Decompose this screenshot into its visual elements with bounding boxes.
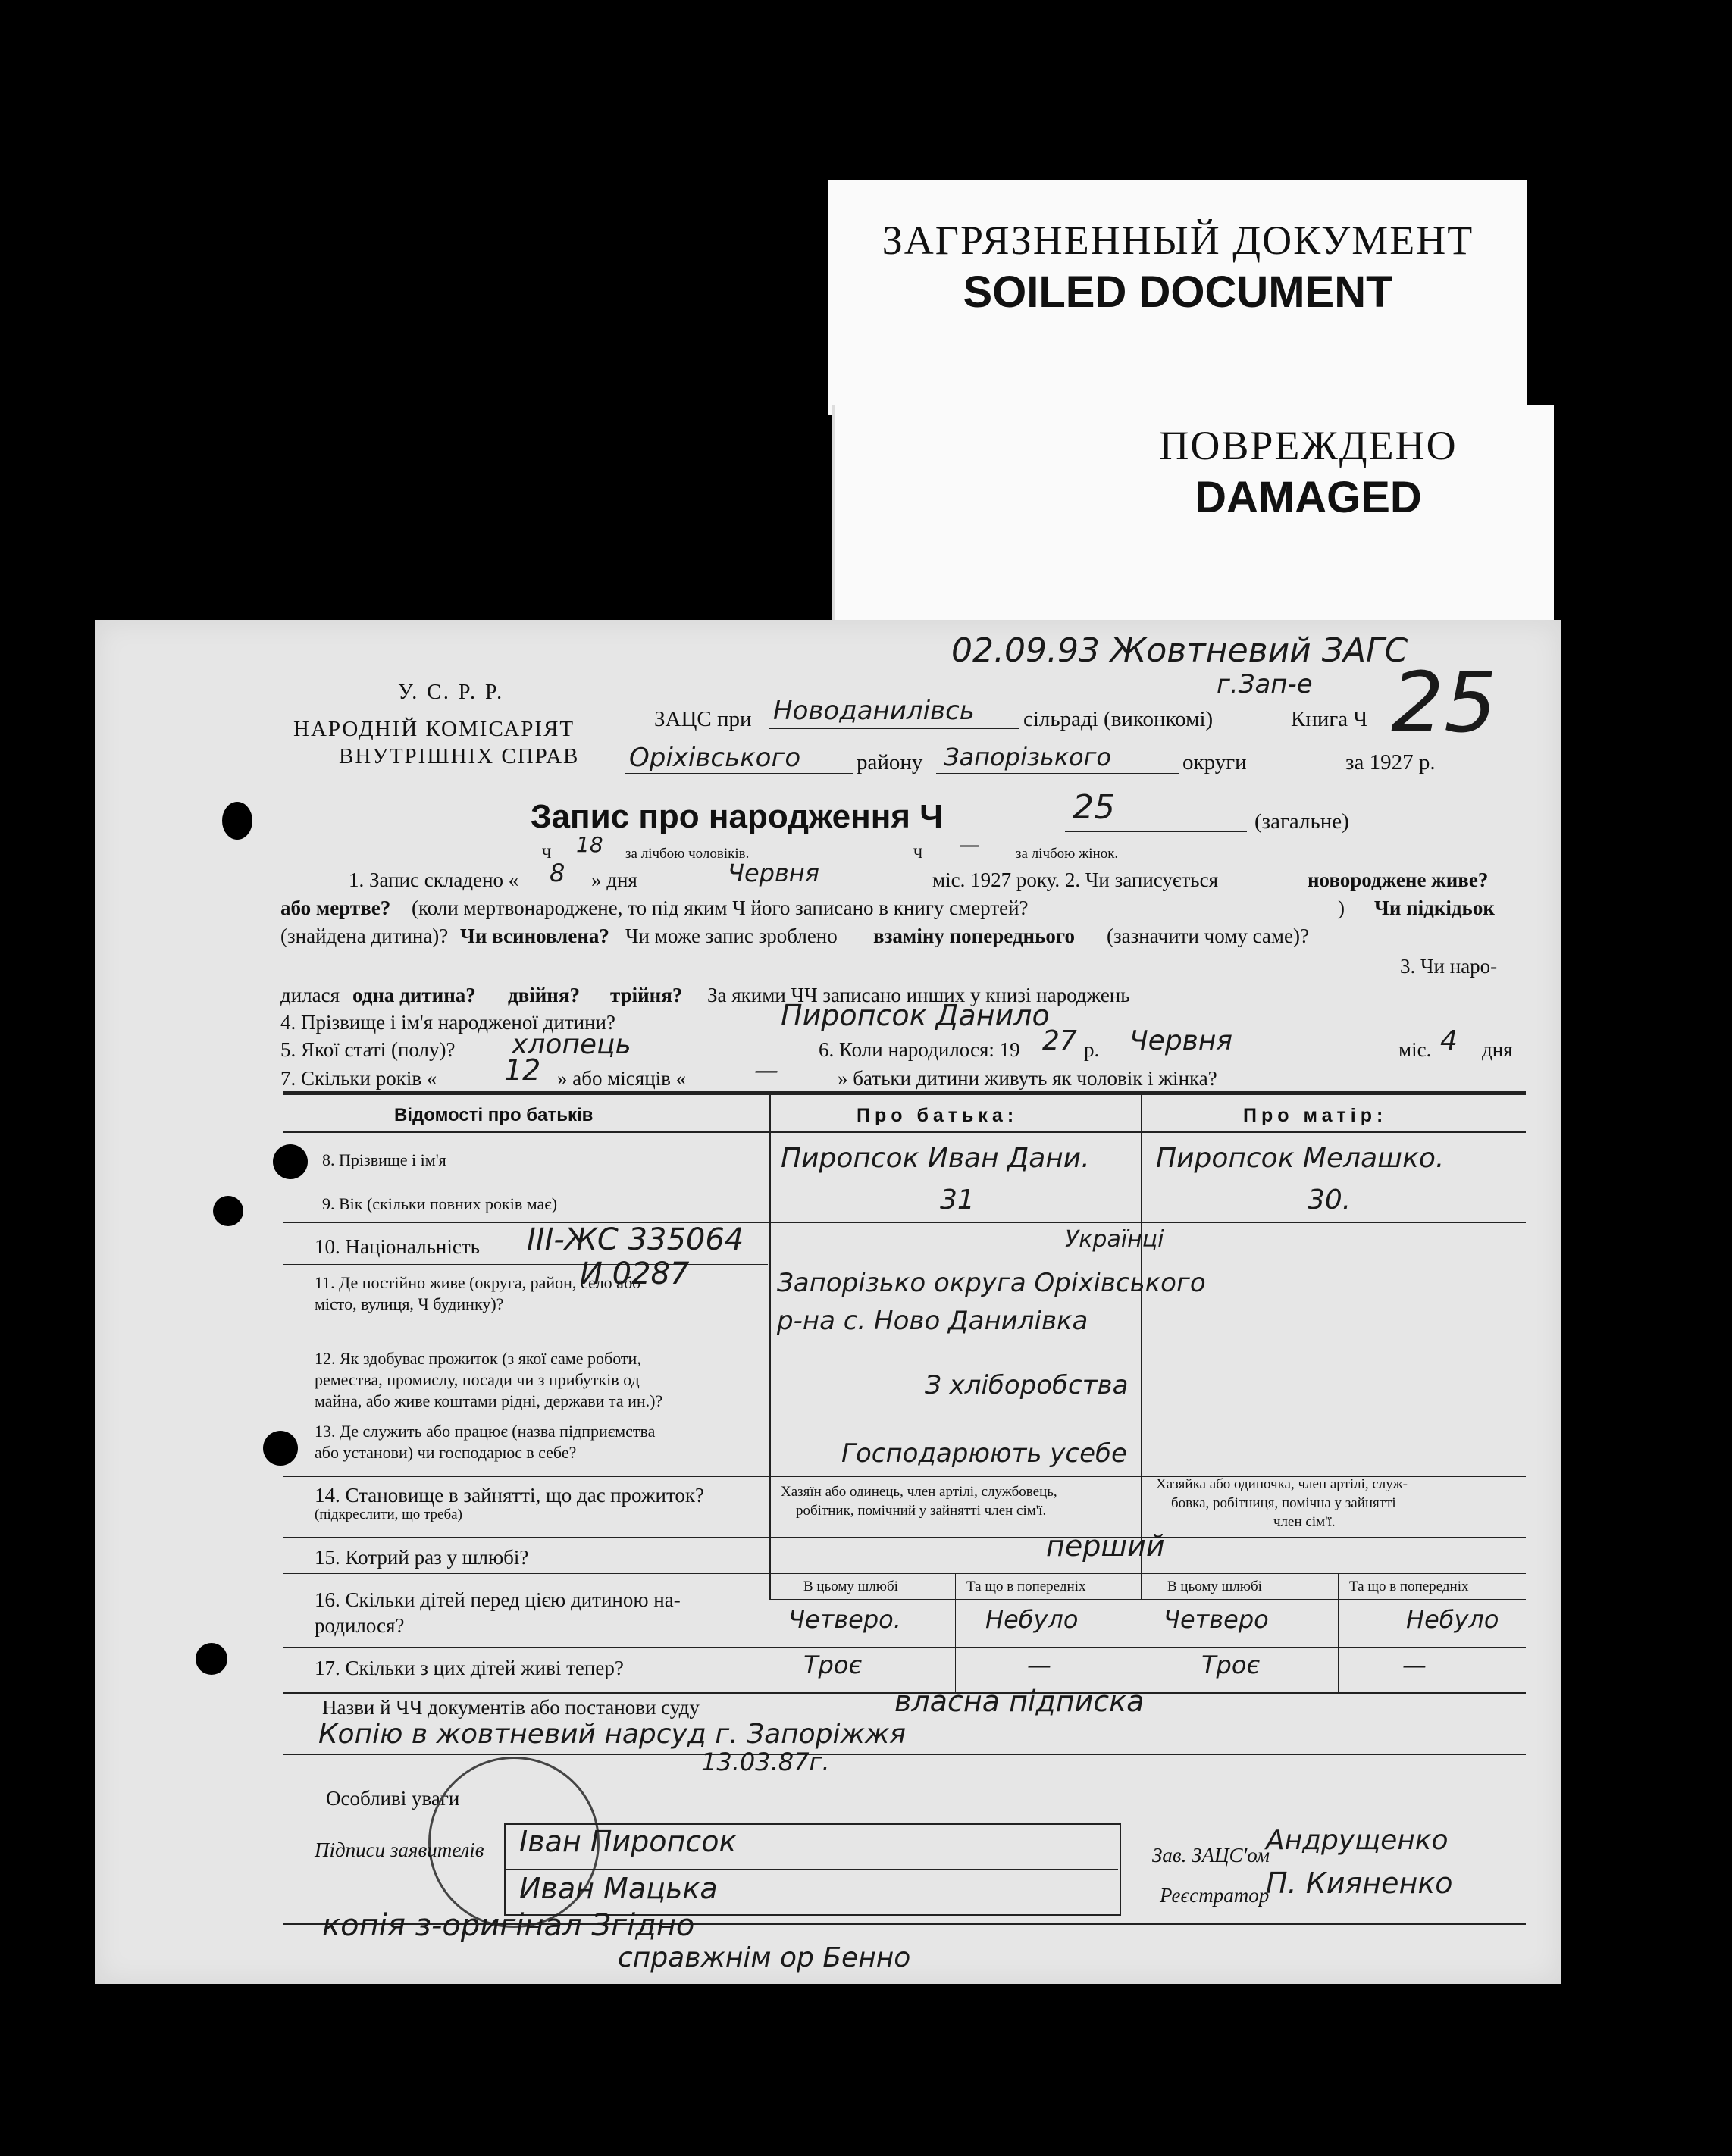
mother-age-handwritten: 30. xyxy=(1308,1184,1351,1216)
sub-this-marriage-father: В цьому шлюбі xyxy=(803,1579,898,1594)
documents-label: Назви й ЧЧ документів або постанови суду xyxy=(322,1696,700,1719)
commissariat-line-2: ВНУТРІШНІХ СПРАВ xyxy=(339,744,580,768)
sub-divider xyxy=(1338,1573,1339,1694)
children-born-father-this: Четверо. xyxy=(788,1605,901,1634)
item-2-alive: новороджене живе? xyxy=(1308,868,1489,891)
item-3-other-numbers: За якими ЧЧ записано инших у книзі народжень xyxy=(707,984,1130,1006)
male-count-handwritten: 18 xyxy=(576,832,603,857)
soiled-label-en: SOILED DOCUMENT xyxy=(963,268,1393,317)
table-top-rule xyxy=(283,1091,1526,1095)
item-1-day-hand: 8 xyxy=(550,859,565,887)
copy-note-handwritten: Копію в жовтневий нарсуд г. Запоріжжя xyxy=(318,1719,907,1750)
year-label: за 1927 р. xyxy=(1345,750,1436,774)
row-15-label: 15. Котрий раз у шлюбі? xyxy=(315,1546,529,1569)
punch-hole xyxy=(196,1643,227,1675)
children-born-father-prev: Небуло xyxy=(985,1605,1079,1634)
female-count-label: за лічбою жінок. xyxy=(1016,846,1119,862)
item-2-text: (коли мертвонароджене, то під яким Ч його записано в книгу смертей? xyxy=(412,897,1029,919)
row-14-label-b: (підкреслити, що треба) xyxy=(315,1507,462,1522)
item-3-end: 3. Чи наро- xyxy=(1400,955,1498,978)
row-rule xyxy=(283,1264,768,1265)
damaged-label-ru: ПОВРЕЖДЕНО xyxy=(1159,423,1458,468)
father-occupation-options-1: Хазяїн або одинець, член артілі, службовець, xyxy=(781,1484,1057,1500)
record-number-handwritten: 25 xyxy=(1073,788,1115,827)
birth-record-document xyxy=(95,620,1561,1984)
item-3-text: (знайдена дитина)? xyxy=(280,925,449,947)
village-handwritten: Новоданилівсь xyxy=(773,696,975,726)
workplace-handwritten: Господарюють усебе xyxy=(841,1438,1127,1469)
district-underline xyxy=(625,773,853,774)
table-divider-1 xyxy=(769,1091,771,1599)
okrug-underline xyxy=(936,773,1179,774)
row-14-label-a: 14. Становище в зайнятті, що дає прожиток? xyxy=(315,1484,705,1507)
item-3-text3: (зазначити чому саме)? xyxy=(1107,925,1309,947)
head-label: Зав. ЗАЦС'ом xyxy=(1152,1844,1270,1867)
commissariat-line-1: НАРОДНІЙ КОМІСАРІЯТ xyxy=(293,717,575,741)
row-rule xyxy=(283,1647,1526,1648)
item-7-rest: » батьки дитини живуть як чоловік і жінка? xyxy=(838,1067,1217,1090)
table-divider-2 xyxy=(1141,1091,1142,1599)
nationality-handwritten: Українці xyxy=(1065,1226,1164,1253)
mother-occupation-options-2: бовка, робітниця, помічна у зайнятті xyxy=(1171,1495,1396,1511)
children-alive-father-prev: — xyxy=(1027,1651,1051,1679)
female-count-handwritten: — xyxy=(959,832,980,857)
signer-witness-handwritten: Иван Мацька xyxy=(519,1872,718,1905)
item-3-single: одна дитина? xyxy=(352,984,476,1006)
item-6-dnya: дня xyxy=(1482,1038,1513,1061)
years-together-handwritten: 12 xyxy=(504,1053,541,1087)
archive-stamp-index: И 0287 xyxy=(580,1256,690,1291)
item-1-rest: міс. 1927 року. 2. Чи записується xyxy=(932,868,1219,891)
book-number-handwritten: 25 xyxy=(1391,654,1497,751)
okrug-label: округи xyxy=(1182,750,1247,774)
punch-hole xyxy=(222,802,252,840)
district-handwritten: Оріхівського xyxy=(629,743,801,773)
punch-hole xyxy=(263,1431,298,1466)
table-col-mother: Про матір: xyxy=(1243,1105,1388,1126)
item-4-label: 4. Прізвище і ім'я народженої дитини? xyxy=(280,1011,615,1034)
father-name-handwritten: Пиропсок Иван Дани. xyxy=(781,1143,1090,1174)
child-name-handwritten: Пиропсок Данило xyxy=(781,999,1050,1032)
months-together-handwritten: — xyxy=(754,1056,778,1084)
signers-label: Підписи заявителів xyxy=(315,1838,484,1861)
residence-handwritten-2: р-на с. Ново Данилівка xyxy=(777,1306,1088,1336)
row-9-label: 9. Вік (скільки повних років має) xyxy=(322,1194,558,1213)
book-label: Книга Ч xyxy=(1291,707,1368,731)
item-6-label: 6. Коли народилося: 19 xyxy=(819,1038,1020,1061)
certification-note-2: справжнім ор Бенно xyxy=(618,1942,911,1973)
footer-rule xyxy=(283,1754,1526,1755)
female-prefix: Ч xyxy=(913,846,923,862)
children-alive-father-this: Троє xyxy=(803,1651,862,1679)
male-count-label: за лічбою чоловіків. xyxy=(625,846,750,862)
sub-this-marriage-mother: В цьому шлюбі xyxy=(1167,1579,1262,1594)
row-11-label-a: 11. Де постійно живе (округа, район, село або xyxy=(315,1273,641,1292)
father-age-handwritten: 31 xyxy=(940,1184,975,1216)
archive-stamp-number: III-ЖС 335064 xyxy=(527,1222,744,1257)
record-number-underline xyxy=(1065,831,1247,832)
sub-prev-marriage-mother: Та що в попередніх xyxy=(1349,1579,1469,1594)
children-alive-mother-prev: — xyxy=(1402,1651,1427,1679)
table-col-father: Про батька: xyxy=(857,1105,1019,1126)
item-3-text2: Чи може запис зроблено xyxy=(625,925,838,947)
village-underline xyxy=(769,728,1019,729)
marriage-count-handwritten: перший xyxy=(1046,1529,1165,1563)
father-occupation-options-2: робітник, помічний у зайнятті член сім'ї. xyxy=(796,1503,1047,1519)
row-rule xyxy=(283,1222,1526,1223)
record-general: (загальне) xyxy=(1254,809,1349,834)
signer-father-handwritten: Іван Пиропсок xyxy=(519,1825,737,1858)
signers-divider xyxy=(504,1869,1118,1870)
sub-header-rule xyxy=(769,1599,1526,1600)
birth-year-handwritten: 27 xyxy=(1042,1025,1077,1056)
row-17-label: 17. Скільки з цих дітей живі тепер? xyxy=(315,1657,624,1679)
copy-date-handwritten: 13.03.87г. xyxy=(701,1748,830,1776)
punch-hole xyxy=(273,1144,308,1179)
row-12-label-a: 12. Як здобуває прожиток (з якої саме роботи, xyxy=(315,1349,641,1368)
row-12-label-b: ремества, промислу, посади чи з прибутків од xyxy=(315,1370,640,1389)
district-label: району xyxy=(857,750,923,774)
damaged-label-en: DAMAGED xyxy=(1195,473,1422,522)
item-3-triplets: трійня? xyxy=(610,984,683,1006)
table-header-rule xyxy=(283,1131,1526,1133)
item-6-mis: міс. xyxy=(1398,1038,1432,1061)
residence-handwritten-1: Запорізько округа Оріхівського xyxy=(777,1268,1206,1298)
row-16-label-b: родилося? xyxy=(315,1614,405,1637)
livelihood-handwritten: З хліборобства xyxy=(925,1370,1129,1400)
item-1-month-hand: Червня xyxy=(728,859,819,887)
male-prefix: Ч xyxy=(542,846,552,862)
okrug-handwritten: Запорізького xyxy=(944,743,1111,771)
item-3-adopted: Чи всиновлена? xyxy=(460,925,609,947)
table-col-info: Відомості про батьків xyxy=(394,1105,594,1125)
item-5-label: 5. Якої статі (полу)? xyxy=(280,1038,456,1061)
item-2-paren: ) xyxy=(1338,897,1345,919)
item-1-start: 1. Запис складено « xyxy=(349,868,519,891)
damaged-document-label xyxy=(832,405,1554,633)
zags-prefix: ЗАЦС при xyxy=(654,707,752,731)
registrar-label: Реєстратор xyxy=(1160,1884,1270,1907)
mother-occupation-options-1: Хазяйка або одиночка, член артілі, служ- xyxy=(1156,1476,1408,1492)
child-sex-handwritten: хлопець xyxy=(512,1029,631,1060)
birth-month-handwritten: Червня xyxy=(1129,1025,1233,1056)
mother-occupation-options-3: член сім'ї. xyxy=(1273,1514,1336,1530)
notes-label: Особливі уваги xyxy=(326,1787,460,1810)
record-title: Запис про народження Ч xyxy=(531,798,944,835)
row-rule xyxy=(283,1573,1526,1574)
soiled-document-label xyxy=(828,180,1527,415)
row-16-label-a: 16. Скільки дітей перед цією дитиною на- xyxy=(315,1588,681,1611)
republic-abbrev: У. С. Р. Р. xyxy=(398,681,505,704)
item-2-dead: або мертве? xyxy=(280,897,391,919)
documents-handwritten: власна підписка xyxy=(894,1685,1145,1718)
row-11-label-b: місто, вулиця, Ч будинку)? xyxy=(315,1294,504,1313)
row-8-label: 8. Прізвище і ім'я xyxy=(322,1150,446,1169)
punch-hole xyxy=(213,1196,243,1226)
children-born-mother-this: Четверо xyxy=(1164,1605,1269,1634)
mother-name-handwritten: Пиропсок Мелашко. xyxy=(1156,1143,1445,1174)
soiled-label-ru: ЗАГРЯЗНЕННЫЙ ДОКУМЕНТ xyxy=(882,217,1474,263)
item-3-twins: двійня? xyxy=(508,984,580,1006)
birth-day-handwritten: 4 xyxy=(1440,1025,1458,1056)
certification-note-1: копія з-оригінал Згідно xyxy=(322,1908,695,1943)
item-1-day-label: » дня xyxy=(591,868,637,891)
children-born-mother-prev: Небуло xyxy=(1406,1605,1499,1634)
item-7-label: 7. Скільки років « xyxy=(280,1067,437,1090)
row-13-label-b: або установи) чи господарює в себе? xyxy=(315,1443,577,1462)
item-2-foundling: Чи підкідьок xyxy=(1374,897,1495,919)
row-rule xyxy=(283,1537,1526,1538)
council-label: сільраді (виконкомі) xyxy=(1023,707,1214,731)
sub-prev-marriage-father: Та що в попередніх xyxy=(966,1579,1086,1594)
item-6-r: р. xyxy=(1084,1038,1100,1061)
item-3-births-start: дилася xyxy=(280,984,340,1006)
sub-divider xyxy=(955,1573,956,1694)
archive-stamp-note: 02.09.93 Жовтневий ЗАГС xyxy=(951,631,1408,670)
item-3-replacement: взаміну попереднього xyxy=(873,925,1075,947)
row-12-label-c: майна, або живе коштами рідні, держави та ин.)? xyxy=(315,1391,663,1410)
registrar-signature: П. Кияненко xyxy=(1266,1867,1453,1900)
row-13-label-a: 13. Де служить або працює (назва підприємства xyxy=(315,1422,656,1441)
children-alive-mother-this: Троє xyxy=(1201,1651,1260,1679)
head-signature: Андрущенко xyxy=(1266,1825,1449,1856)
item-7-months-label: » або місяців « xyxy=(557,1067,687,1090)
archive-stamp-note-city: г.Зап-е xyxy=(1217,669,1313,699)
row-10-label: 10. Національність xyxy=(315,1235,480,1258)
